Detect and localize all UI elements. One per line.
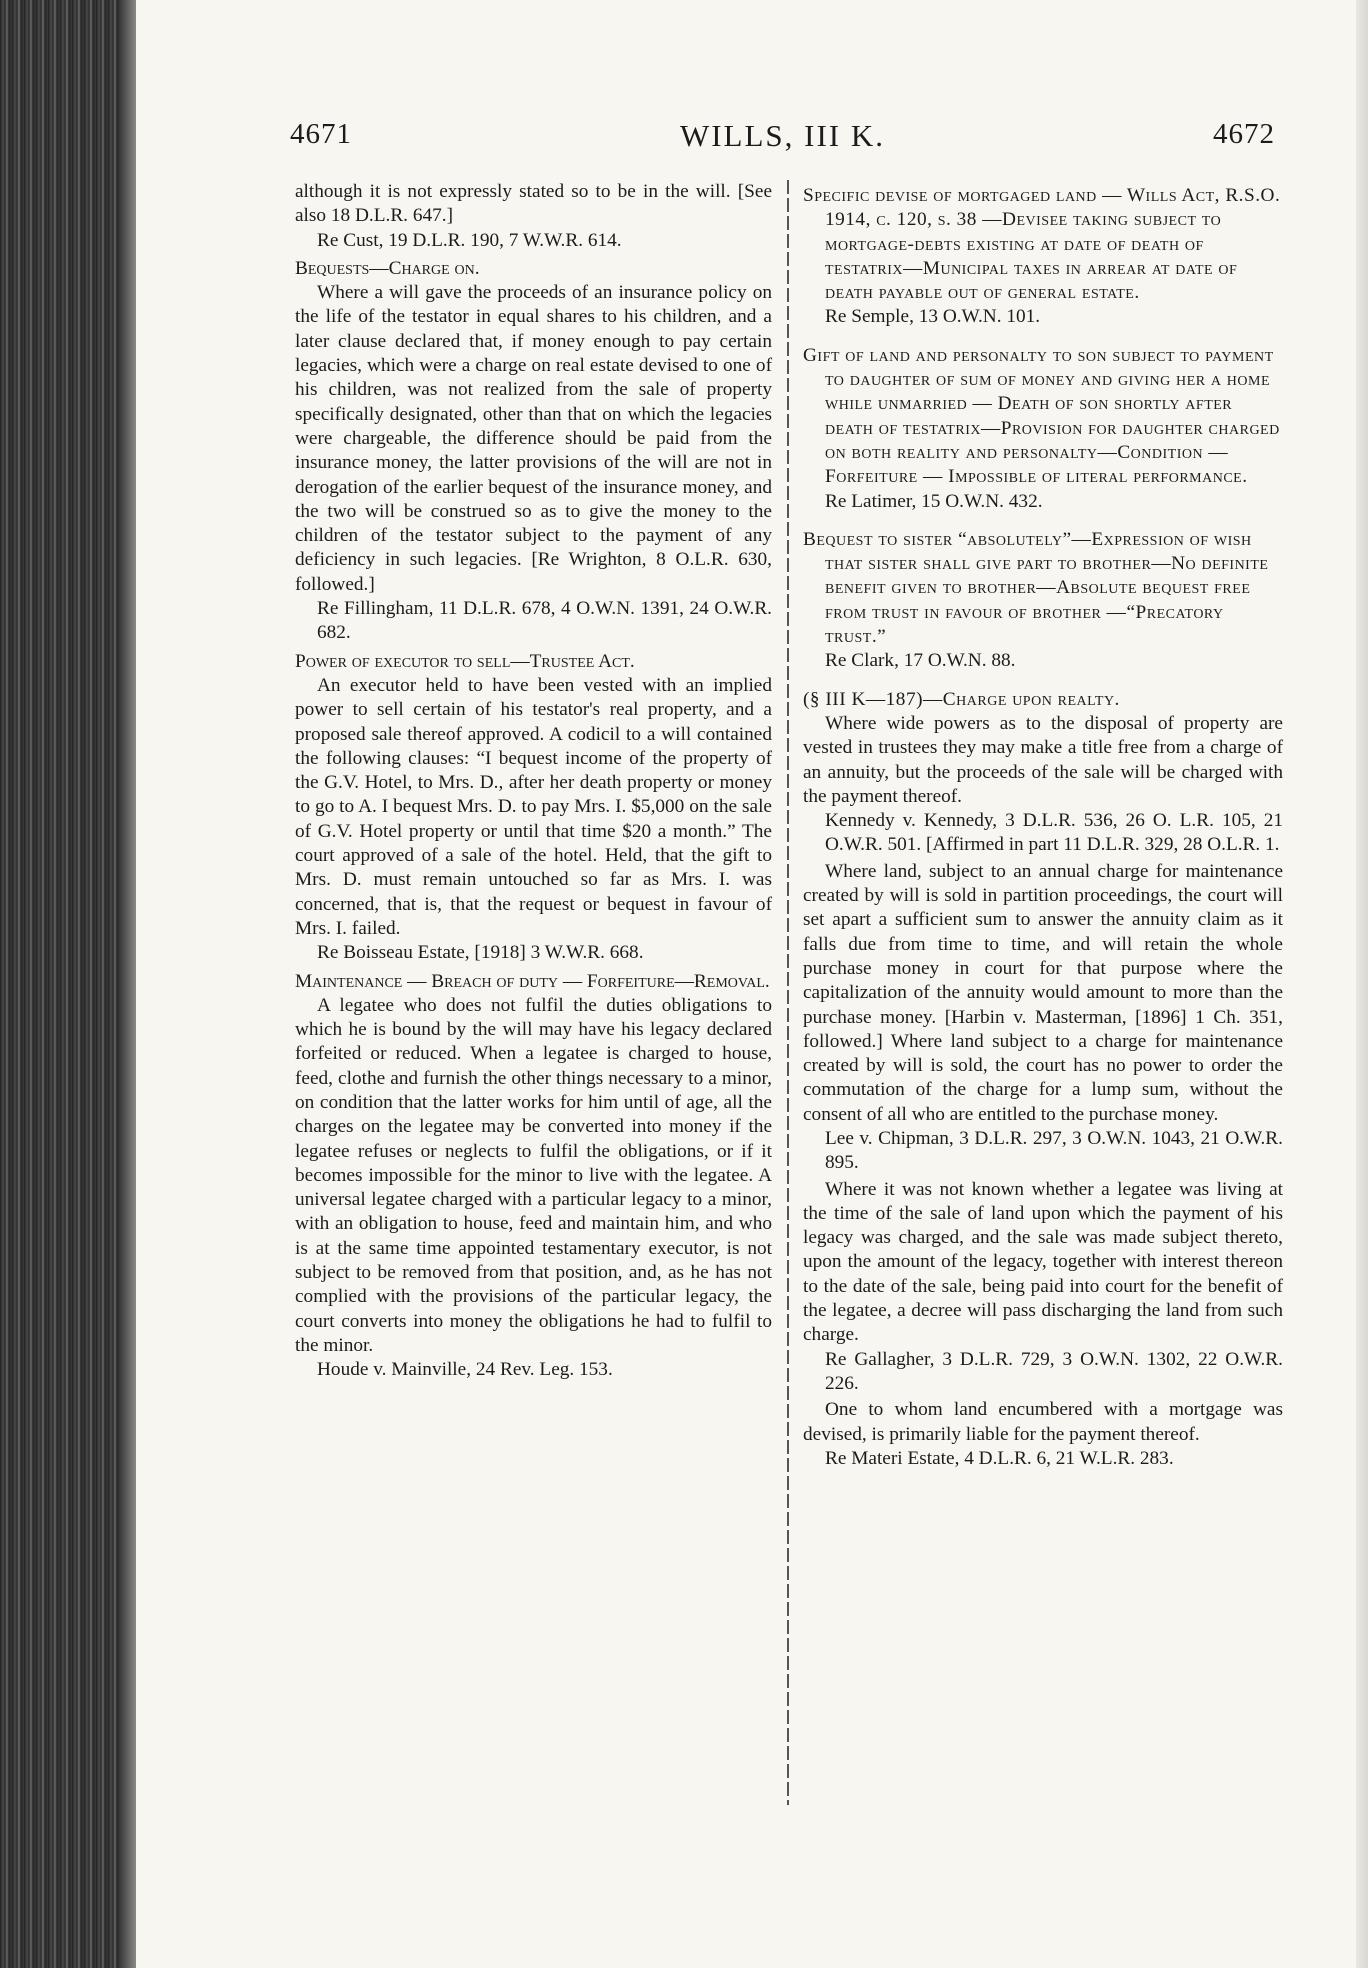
case-citation: Re Gallagher, 3 D.L.R. 729, 3 O.W.N. 1302, 22 O.W.R. 226. — [825, 1348, 1283, 1394]
continued-paragraph: although it is not expressly stated so to be in the will. [See also 18 D.L.R. 647.] — [295, 181, 772, 227]
section-heading: Gift of land and personalty to son subject to payment to daughter of sum of money and giving her a home while unmarried — Death of son shortly after death of testatrix—Provision for daughter charged on both reality and personalty—Condition — Forfeiture — Impossible of literal performance. — [803, 344, 1280, 488]
case-citation: Re Fillingham, 11 D.L.R. 678, 4 O.W.N. 1391, 24 O.W.R. 682. — [317, 598, 772, 644]
case-citation: Houde v. Mainville, 24 Rev. Leg. 153. — [317, 1359, 613, 1381]
body-paragraph: One to whom land encumbered with a mortgage was devised, is primarily liable for the payment thereof. — [803, 1399, 1283, 1445]
case-citation: Kennedy v. Kennedy, 3 D.L.R. 536, 26 O. L.R. 105, 21 O.W.R. 501. [Affirmed in part 11 D.L.R. 329, 28 O.L.R. 1. — [825, 810, 1283, 856]
left-column — [295, 180, 772, 1385]
book-spine — [0, 0, 136, 1968]
case-citation: Re Clark, 17 O.W.N. 88. — [825, 650, 1016, 672]
section-heading: (§ III K—187)—Charge upon realty. — [803, 688, 1120, 710]
section-heading: Bequests—Charge on. — [295, 257, 480, 279]
running-title: WILLS, III K. — [679, 118, 886, 153]
case-citation: Re Boisseau Estate, [1918] 3 W.W.R. 668. — [317, 942, 644, 964]
body-paragraph: Where land, subject to an annual charge for maintenance created by will is sold in partition proceedings, the court will set apart a sufficient sum to answer the annuity claim as it falls due from time to time, and will retain the whole purchase money in court for that purpose where the capitalization of the annuity would amount to more than the purchase money. [Harbin v. Masterman, [1896] 1 Ch. 351, followed.] Where land subject to a charge for maintenance created by will is sold, the court has no power to order the commutation of the charge for a lump sum, without the consent of all who are entitled to the purchase money. — [803, 860, 1283, 1125]
section-heading: Bequest to sister “absolutely”—Expression of wish that sister shall give part to brother—No definite benefit given to brother—Absolute bequest free from trust in favour of brother —“Precatory trust.” — [803, 528, 1269, 648]
running-header — [290, 118, 1275, 162]
page-number-right: 4672 — [1213, 118, 1275, 150]
body-paragraph: An executor held to have been vested with an implied power to sell certain of his testator's real property, and a proposed sale thereof approved. A codicil to a will contained the following clauses: “I bequest income of the property of the G.V. Hotel, to Mrs. D., after her death property or money to go to A. I bequest Mrs. D. to pay Mrs. I. $5,000 on the sale of G.V. Hotel property or until that time $20 a month.” The court approved of a sale of the hotel. Held, that the gift to Mrs. D. must remain untouched so far as Mrs. I. was concerned, that is, that the request or bequest in favour of Mrs. I. failed. — [295, 674, 772, 939]
page-number-left: 4671 — [290, 118, 352, 150]
section-heading: Maintenance — Breach of duty — Forfeiture—Removal. — [295, 970, 770, 992]
case-citation: Re Materi Estate, 4 D.L.R. 6, 21 W.L.R. 283. — [825, 1447, 1174, 1469]
page-edge — [1356, 0, 1368, 1968]
body-paragraph: A legatee who does not fulfil the duties obligations to which he is bound by the will may have his legacy declared forfeited or reduced. When a legatee is charged to house, feed, clothe and furnish the other things necessary to a minor, on condition that the latter works for him until of age, all the charges on the legatee may be converted into money if the legatee refuses or neglects to fulfil the obligations, or if it becomes impossible for the minor to live with the legatee. A universal legatee charged with a particular legacy to a minor, with an obligation to house, feed and maintain him, and who is at the same time appointed testamentary executor, is not subject to be removed from that position, and, as he has not complied with the provisions of the particular legacy, the court converts into money the obligations he had to fulfil to the minor. — [295, 994, 772, 1356]
column-divider — [787, 180, 789, 1805]
book-spine-edge — [120, 0, 136, 1968]
body-paragraph: Where a will gave the proceeds of an insurance policy on the life of the testator in equal shares to his children, and a later clause declared that, if money enough to pay certain legacies, which were a charge on real estate devised to one of his children, was not realized from the sale of property specifically designated, other than that on which the legacies were chargeable, the difference should be paid from the insurance money, the latter provisions of the will are not in derogation of the earlier bequest of the insurance money, and the two will be construed so as to give the money to the children of the testator subject to the payment of any deficiency in such legacies. [Re Wrighton, 8 O.L.R. 630, followed.] — [295, 282, 772, 595]
body-paragraph: Where wide powers as to the disposal of property are vested in trustees they may make a title free from a charge of an annuity, but the proceeds of the sale will be charged with the payment thereof. — [803, 712, 1283, 807]
section-heading: Power of executor to sell—Trustee Act. — [295, 650, 635, 672]
section-heading: Specific devise of mortgaged land — Wills Act, R.S.O. 1914, c. 120, s. 38 —Devisee taking subject to mortgage-debts existing at date of death of testatrix—Municipal taxes in arrear at date of death payable out of general estate. — [803, 185, 1281, 304]
case-citation: Re Cust, 19 D.L.R. 190, 7 W.W.R. 614. — [317, 229, 622, 251]
case-citation: Re Semple, 13 O.W.N. 101. — [825, 306, 1041, 328]
case-citation: Re Latimer, 15 O.W.N. 432. — [825, 490, 1043, 512]
body-paragraph: Where it was not known whether a legatee was living at the time of the sale of land upon which the payment of his legacy was charged, and the sale was made subject thereto, upon the amount of the legacy, together with interest thereon to the date of the sale, being paid into court for the benefit of the legatee, a decree will pass discharging the land from such charge. — [803, 1178, 1283, 1346]
right-column — [803, 180, 1283, 1473]
case-citation: Lee v. Chipman, 3 D.L.R. 297, 3 O.W.N. 1043, 21 O.W.R. 895. — [825, 1127, 1283, 1174]
